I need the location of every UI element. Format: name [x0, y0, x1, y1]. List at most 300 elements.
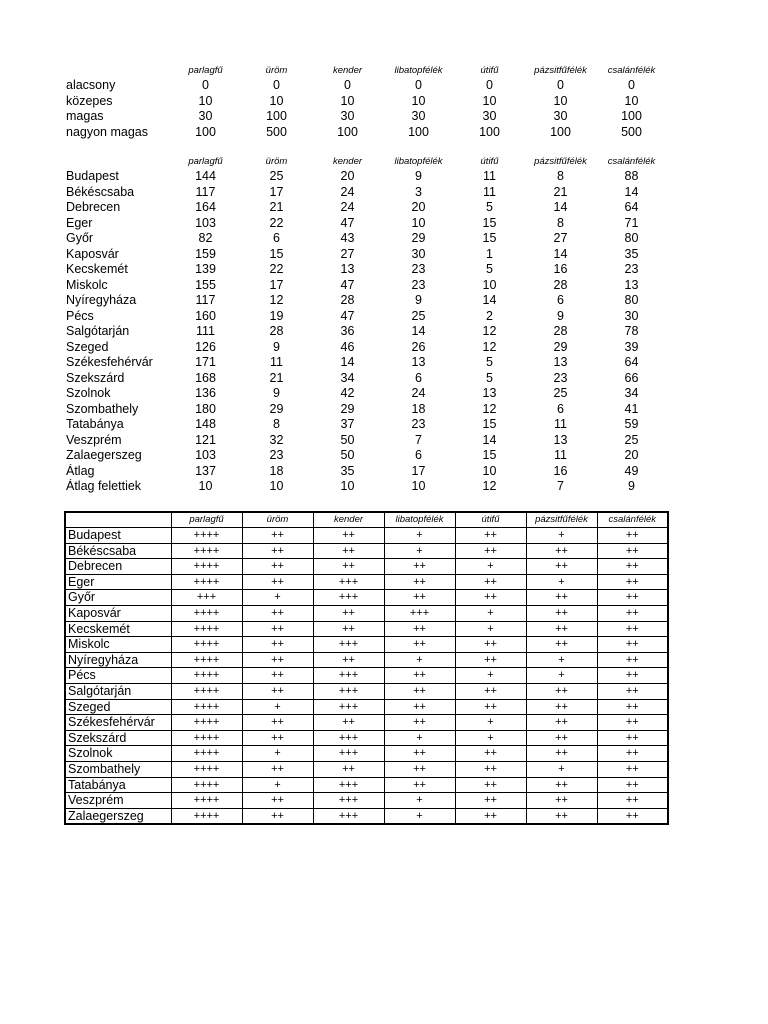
- table-row: [65, 715, 668, 731]
- row-label: Veszprém: [66, 432, 122, 447]
- cell-value: 25: [553, 386, 568, 400]
- cell-value: ++: [384, 715, 455, 731]
- table-row: [64, 216, 667, 232]
- cell-value: 103: [195, 448, 216, 462]
- cell-value: +: [526, 668, 597, 684]
- cell-value: 12: [269, 293, 284, 307]
- cell-value: 13: [482, 386, 497, 400]
- cell-value: 144: [195, 169, 216, 183]
- column-header: parlagfű: [188, 156, 223, 167]
- cell-value: ++++: [171, 637, 242, 653]
- cell-value: 9: [415, 169, 422, 183]
- table-row: [65, 637, 668, 653]
- cell-value: 46: [340, 339, 355, 354]
- row-label: Pécs: [66, 308, 94, 323]
- column-header: libatopfélék: [394, 65, 443, 76]
- cell-value: ++: [526, 559, 597, 575]
- cell-value: ++: [384, 746, 455, 762]
- cell-value: 29: [269, 401, 284, 416]
- cell-value: 18: [269, 463, 284, 478]
- row-label: Átlag felettiek: [66, 479, 142, 493]
- cell-value: ++++: [171, 699, 242, 715]
- cell-value: 12: [482, 401, 497, 416]
- cell-value: 10: [624, 93, 639, 108]
- cell-value: ++: [597, 715, 668, 731]
- table-row: [64, 386, 667, 402]
- row-label: Átlag: [66, 463, 95, 478]
- row-label: közepes: [66, 93, 113, 108]
- cell-value: 0: [557, 78, 564, 92]
- cell-value: 100: [195, 124, 216, 139]
- cell-value: 43: [340, 231, 355, 245]
- city-pollen-rating-table: [64, 511, 669, 825]
- row-label: Győr: [66, 231, 94, 245]
- cell-value: 28: [269, 324, 284, 338]
- table-row: [64, 200, 667, 216]
- cell-value: 14: [624, 184, 639, 199]
- table-row: [64, 309, 667, 325]
- cell-value: 14: [553, 246, 568, 261]
- cell-value: 47: [340, 215, 355, 230]
- column-header-row: [64, 155, 667, 169]
- cell-value: ++: [597, 528, 668, 544]
- cell-value: ++: [526, 683, 597, 699]
- cell-value: +++: [384, 605, 455, 621]
- cell-value: +: [455, 715, 526, 731]
- cell-value: +: [455, 559, 526, 575]
- cell-value: ++: [384, 777, 455, 793]
- cell-value: 14: [482, 293, 497, 307]
- cell-value: 19: [269, 308, 284, 323]
- cell-value: 12: [482, 324, 497, 338]
- cell-value: +: [455, 668, 526, 684]
- cell-value: 29: [340, 401, 355, 416]
- corner-cell: [64, 155, 170, 169]
- cell-value: ++: [384, 668, 455, 684]
- corner-cell: [64, 64, 170, 78]
- cell-value: 6: [415, 448, 422, 462]
- cell-value: 14: [411, 324, 426, 338]
- cell-value: 23: [411, 277, 426, 292]
- row-label: Zalaegerszeg: [66, 448, 142, 462]
- cell-value: ++++: [171, 574, 242, 590]
- cell-value: 15: [482, 417, 497, 431]
- row-label: Eger: [65, 574, 171, 590]
- cell-value: ++: [242, 668, 313, 684]
- cell-value: ++: [455, 574, 526, 590]
- cell-value: ++: [313, 605, 384, 621]
- cell-value: ++: [597, 574, 668, 590]
- row-label: Székesfehérvár: [66, 355, 153, 369]
- cell-value: 82: [198, 231, 213, 245]
- row-label: Tatabánya: [66, 417, 124, 431]
- row-label: Miskolc: [66, 277, 108, 292]
- cell-value: 13: [411, 355, 426, 369]
- table-row: [64, 479, 667, 495]
- table-row: [65, 574, 668, 590]
- cell-value: 159: [195, 246, 216, 261]
- cell-value: 100: [479, 124, 500, 139]
- table-row: [65, 730, 668, 746]
- cell-value: 30: [340, 109, 355, 123]
- cell-value: ++: [597, 668, 668, 684]
- cell-value: ++: [597, 730, 668, 746]
- cell-value: 23: [553, 370, 568, 385]
- table-row: [64, 433, 667, 449]
- cell-value: +: [384, 730, 455, 746]
- cell-value: 30: [411, 246, 426, 261]
- cell-value: ++++: [171, 793, 242, 809]
- column-header: libatopfélék: [384, 512, 455, 528]
- cell-value: 20: [340, 169, 355, 183]
- cell-value: 20: [624, 448, 639, 462]
- cell-value: 24: [411, 386, 426, 400]
- cell-value: 7: [415, 432, 422, 447]
- cell-value: 10: [411, 93, 426, 108]
- cell-value: ++: [242, 637, 313, 653]
- cell-value: 5: [486, 355, 493, 369]
- row-label: Eger: [66, 215, 93, 230]
- cell-value: 0: [415, 78, 422, 92]
- cell-value: ++++: [171, 605, 242, 621]
- cell-value: ++: [597, 793, 668, 809]
- cell-value: 11: [483, 169, 496, 183]
- cell-value: +++: [313, 793, 384, 809]
- cell-value: +: [242, 590, 313, 606]
- cell-value: 13: [340, 262, 355, 276]
- cell-value: 0: [344, 78, 351, 92]
- cell-value: 28: [553, 324, 568, 338]
- column-header: pázsitfűfélék: [534, 156, 587, 167]
- cell-value: ++: [455, 793, 526, 809]
- table-row: [64, 293, 667, 309]
- table-row: [65, 543, 668, 559]
- column-header: pázsitfűfélék: [526, 512, 597, 528]
- cell-value: 103: [195, 215, 216, 230]
- table-row: [64, 402, 667, 418]
- cell-value: 15: [269, 246, 284, 261]
- row-label: Zalaegerszeg: [65, 808, 171, 824]
- table-row: [65, 699, 668, 715]
- cell-value: 22: [269, 215, 284, 230]
- cell-value: 22: [269, 262, 284, 276]
- cell-value: 111: [195, 324, 215, 338]
- column-header: üröm: [265, 156, 288, 167]
- cell-value: +: [242, 699, 313, 715]
- cell-value: 21: [269, 370, 284, 385]
- table-row: [64, 125, 667, 141]
- row-label: Szekszárd: [65, 730, 171, 746]
- table-row: [64, 78, 667, 94]
- table-row: [65, 683, 668, 699]
- cell-value: 126: [195, 339, 216, 354]
- cell-value: ++: [526, 777, 597, 793]
- table-row: [65, 777, 668, 793]
- cell-value: ++: [384, 559, 455, 575]
- table-row: [65, 559, 668, 575]
- cell-value: 30: [624, 308, 639, 323]
- cell-value: 155: [195, 277, 216, 292]
- cell-value: 13: [553, 355, 568, 369]
- row-label: Szombathely: [66, 401, 139, 416]
- cell-value: +: [526, 652, 597, 668]
- cell-value: ++: [455, 683, 526, 699]
- cell-value: 34: [340, 370, 355, 385]
- cell-value: +++: [313, 574, 384, 590]
- cell-value: 78: [624, 324, 639, 338]
- cell-value: ++: [384, 761, 455, 777]
- cell-value: 34: [624, 386, 639, 400]
- cell-value: 49: [624, 463, 639, 478]
- cell-value: 0: [202, 78, 209, 92]
- cell-value: +: [526, 574, 597, 590]
- cell-value: 168: [195, 370, 216, 385]
- row-label: Szolnok: [65, 746, 171, 762]
- cell-value: ++: [597, 746, 668, 762]
- cell-value: 9: [557, 308, 564, 323]
- column-header: útifű: [455, 512, 526, 528]
- column-header-row: [64, 64, 667, 78]
- cell-value: 10: [482, 93, 497, 108]
- cell-value: ++: [242, 559, 313, 575]
- table-row: [65, 528, 668, 544]
- column-header: kender: [332, 156, 363, 167]
- cell-value: ++: [242, 793, 313, 809]
- cell-value: +++: [171, 590, 242, 606]
- cell-value: ++: [526, 621, 597, 637]
- cell-value: ++: [526, 637, 597, 653]
- column-header: üröm: [265, 65, 288, 76]
- cell-value: 10: [269, 93, 284, 108]
- cell-value: ++: [597, 777, 668, 793]
- cell-value: ++: [597, 605, 668, 621]
- cell-value: ++: [597, 543, 668, 559]
- cell-value: ++: [242, 761, 313, 777]
- cell-value: ++: [526, 746, 597, 762]
- cell-value: ++: [384, 699, 455, 715]
- cell-value: 11: [554, 417, 567, 431]
- table-row: [64, 340, 667, 356]
- cell-value: ++: [384, 637, 455, 653]
- cell-value: 100: [550, 124, 571, 139]
- cell-value: 5: [486, 200, 493, 214]
- cell-value: ++: [455, 637, 526, 653]
- cell-value: +++: [313, 637, 384, 653]
- cell-value: ++: [526, 543, 597, 559]
- cell-value: ++: [242, 621, 313, 637]
- cell-value: 9: [415, 293, 422, 307]
- cell-value: 25: [269, 169, 284, 183]
- cell-value: +: [455, 605, 526, 621]
- corner-cell: [65, 512, 171, 528]
- cell-value: 23: [624, 262, 639, 276]
- cell-value: 3: [415, 184, 422, 199]
- cell-value: 18: [411, 401, 426, 416]
- row-label: Kecskemét: [66, 262, 128, 276]
- cell-value: ++: [242, 605, 313, 621]
- row-label: alacsony: [66, 78, 116, 92]
- cell-value: 148: [195, 417, 216, 431]
- cell-value: +: [526, 528, 597, 544]
- cell-value: ++: [526, 715, 597, 731]
- cell-value: ++++: [171, 683, 242, 699]
- cell-value: 32: [269, 432, 284, 447]
- cell-value: 47: [340, 277, 355, 292]
- column-header: pázsitfűfélék: [534, 65, 587, 76]
- table-row: [65, 793, 668, 809]
- cell-value: +: [242, 777, 313, 793]
- row-label: nagyon magas: [66, 124, 149, 139]
- cell-value: 100: [266, 109, 287, 123]
- cell-value: ++: [526, 730, 597, 746]
- cell-value: +: [455, 621, 526, 637]
- cell-value: 21: [269, 200, 284, 214]
- cell-value: 10: [269, 479, 284, 493]
- cell-value: 15: [482, 215, 497, 230]
- cell-value: 14: [553, 200, 568, 214]
- table-row: [64, 109, 667, 125]
- cell-value: 7: [557, 479, 564, 493]
- row-label: Kaposvár: [66, 246, 119, 261]
- cell-value: 12: [482, 339, 497, 354]
- cell-value: ++: [242, 715, 313, 731]
- cell-value: +: [242, 746, 313, 762]
- table-row: [64, 169, 667, 185]
- cell-value: 121: [195, 432, 216, 447]
- cell-value: 6: [557, 293, 564, 307]
- cell-value: 9: [273, 386, 280, 400]
- cell-value: 25: [411, 308, 426, 323]
- cell-value: ++: [242, 808, 313, 824]
- row-label: Budapest: [66, 169, 119, 183]
- cell-value: ++: [384, 621, 455, 637]
- column-header: libatopfélék: [394, 156, 443, 167]
- row-label: Tatabánya: [65, 777, 171, 793]
- cell-value: 117: [195, 184, 216, 199]
- cell-value: 80: [624, 293, 639, 307]
- cell-value: 30: [198, 109, 213, 123]
- row-label: Debrecen: [65, 559, 171, 575]
- row-label: Kaposvár: [65, 605, 171, 621]
- cell-value: 50: [340, 448, 355, 462]
- cell-value: ++: [455, 543, 526, 559]
- cell-value: ++: [526, 793, 597, 809]
- cell-value: ++: [313, 543, 384, 559]
- cell-value: ++: [455, 808, 526, 824]
- cell-value: 25: [624, 432, 639, 447]
- cell-value: 29: [411, 231, 426, 245]
- table-row: [65, 621, 668, 637]
- cell-value: 160: [195, 308, 216, 323]
- cell-value: ++: [526, 590, 597, 606]
- cell-value: 171: [195, 355, 216, 369]
- cell-value: +++: [313, 777, 384, 793]
- cell-value: ++++: [171, 761, 242, 777]
- cell-value: 26: [411, 339, 426, 354]
- row-label: Békéscsaba: [65, 543, 171, 559]
- cell-value: 500: [266, 124, 287, 139]
- row-label: Nyíregyháza: [65, 652, 171, 668]
- cell-value: 80: [624, 231, 639, 245]
- cell-value: +: [384, 652, 455, 668]
- cell-value: 28: [340, 293, 355, 307]
- cell-value: +: [384, 793, 455, 809]
- table-row: [65, 590, 668, 606]
- cell-value: 88: [624, 169, 639, 183]
- row-label: magas: [66, 109, 104, 123]
- cell-value: 36: [340, 324, 355, 338]
- cell-value: 10: [482, 463, 497, 478]
- cell-value: 28: [553, 277, 568, 292]
- cell-value: ++: [384, 683, 455, 699]
- cell-value: ++++: [171, 559, 242, 575]
- cell-value: 47: [340, 308, 355, 323]
- cell-value: ++: [455, 777, 526, 793]
- cell-value: 66: [624, 370, 639, 385]
- table-row: [64, 185, 667, 201]
- cell-value: 41: [624, 401, 639, 416]
- table-row: [64, 371, 667, 387]
- cell-value: 30: [482, 109, 497, 123]
- cell-value: 10: [198, 93, 213, 108]
- cell-value: 100: [621, 109, 642, 123]
- cell-value: ++: [242, 652, 313, 668]
- cell-value: ++++: [171, 528, 242, 544]
- row-label: Kecskemét: [65, 621, 171, 637]
- cell-value: 27: [553, 231, 568, 245]
- row-label: Debrecen: [66, 200, 121, 214]
- cell-value: 10: [340, 93, 355, 108]
- column-header: kender: [332, 65, 363, 76]
- cell-value: 8: [557, 169, 564, 183]
- cell-value: ++: [597, 808, 668, 824]
- cell-value: 14: [340, 355, 355, 369]
- cell-value: 1: [486, 246, 493, 261]
- cell-value: ++: [313, 559, 384, 575]
- cell-value: ++++: [171, 715, 242, 731]
- cell-value: +: [384, 543, 455, 559]
- row-label: Békéscsaba: [66, 184, 135, 199]
- row-label: Székesfehérvár: [65, 715, 171, 731]
- cell-value: +++: [313, 730, 384, 746]
- cell-value: ++: [242, 574, 313, 590]
- cell-value: 6: [557, 401, 564, 416]
- table-row: [64, 94, 667, 110]
- row-label: Szombathely: [65, 761, 171, 777]
- cell-value: ++: [455, 746, 526, 762]
- row-label: Budapest: [65, 528, 171, 544]
- cell-value: ++: [242, 683, 313, 699]
- cell-value: ++: [597, 761, 668, 777]
- cell-value: 42: [340, 386, 355, 400]
- cell-value: 2: [486, 308, 493, 323]
- cell-value: 0: [486, 78, 493, 92]
- column-header: kender: [313, 512, 384, 528]
- cell-value: 8: [557, 215, 564, 230]
- cell-value: ++: [455, 652, 526, 668]
- cell-value: ++: [597, 652, 668, 668]
- cell-value: 117: [195, 293, 216, 307]
- cell-value: 17: [411, 463, 426, 478]
- column-header: csalánfélék: [597, 512, 668, 528]
- cell-value: 11: [554, 448, 567, 462]
- cell-value: ++: [242, 528, 313, 544]
- pollen-levels-table: [64, 64, 667, 140]
- cell-value: 8: [273, 417, 280, 431]
- row-label: Salgótarján: [66, 324, 130, 338]
- cell-value: +: [384, 808, 455, 824]
- row-label: Szolnok: [66, 386, 111, 400]
